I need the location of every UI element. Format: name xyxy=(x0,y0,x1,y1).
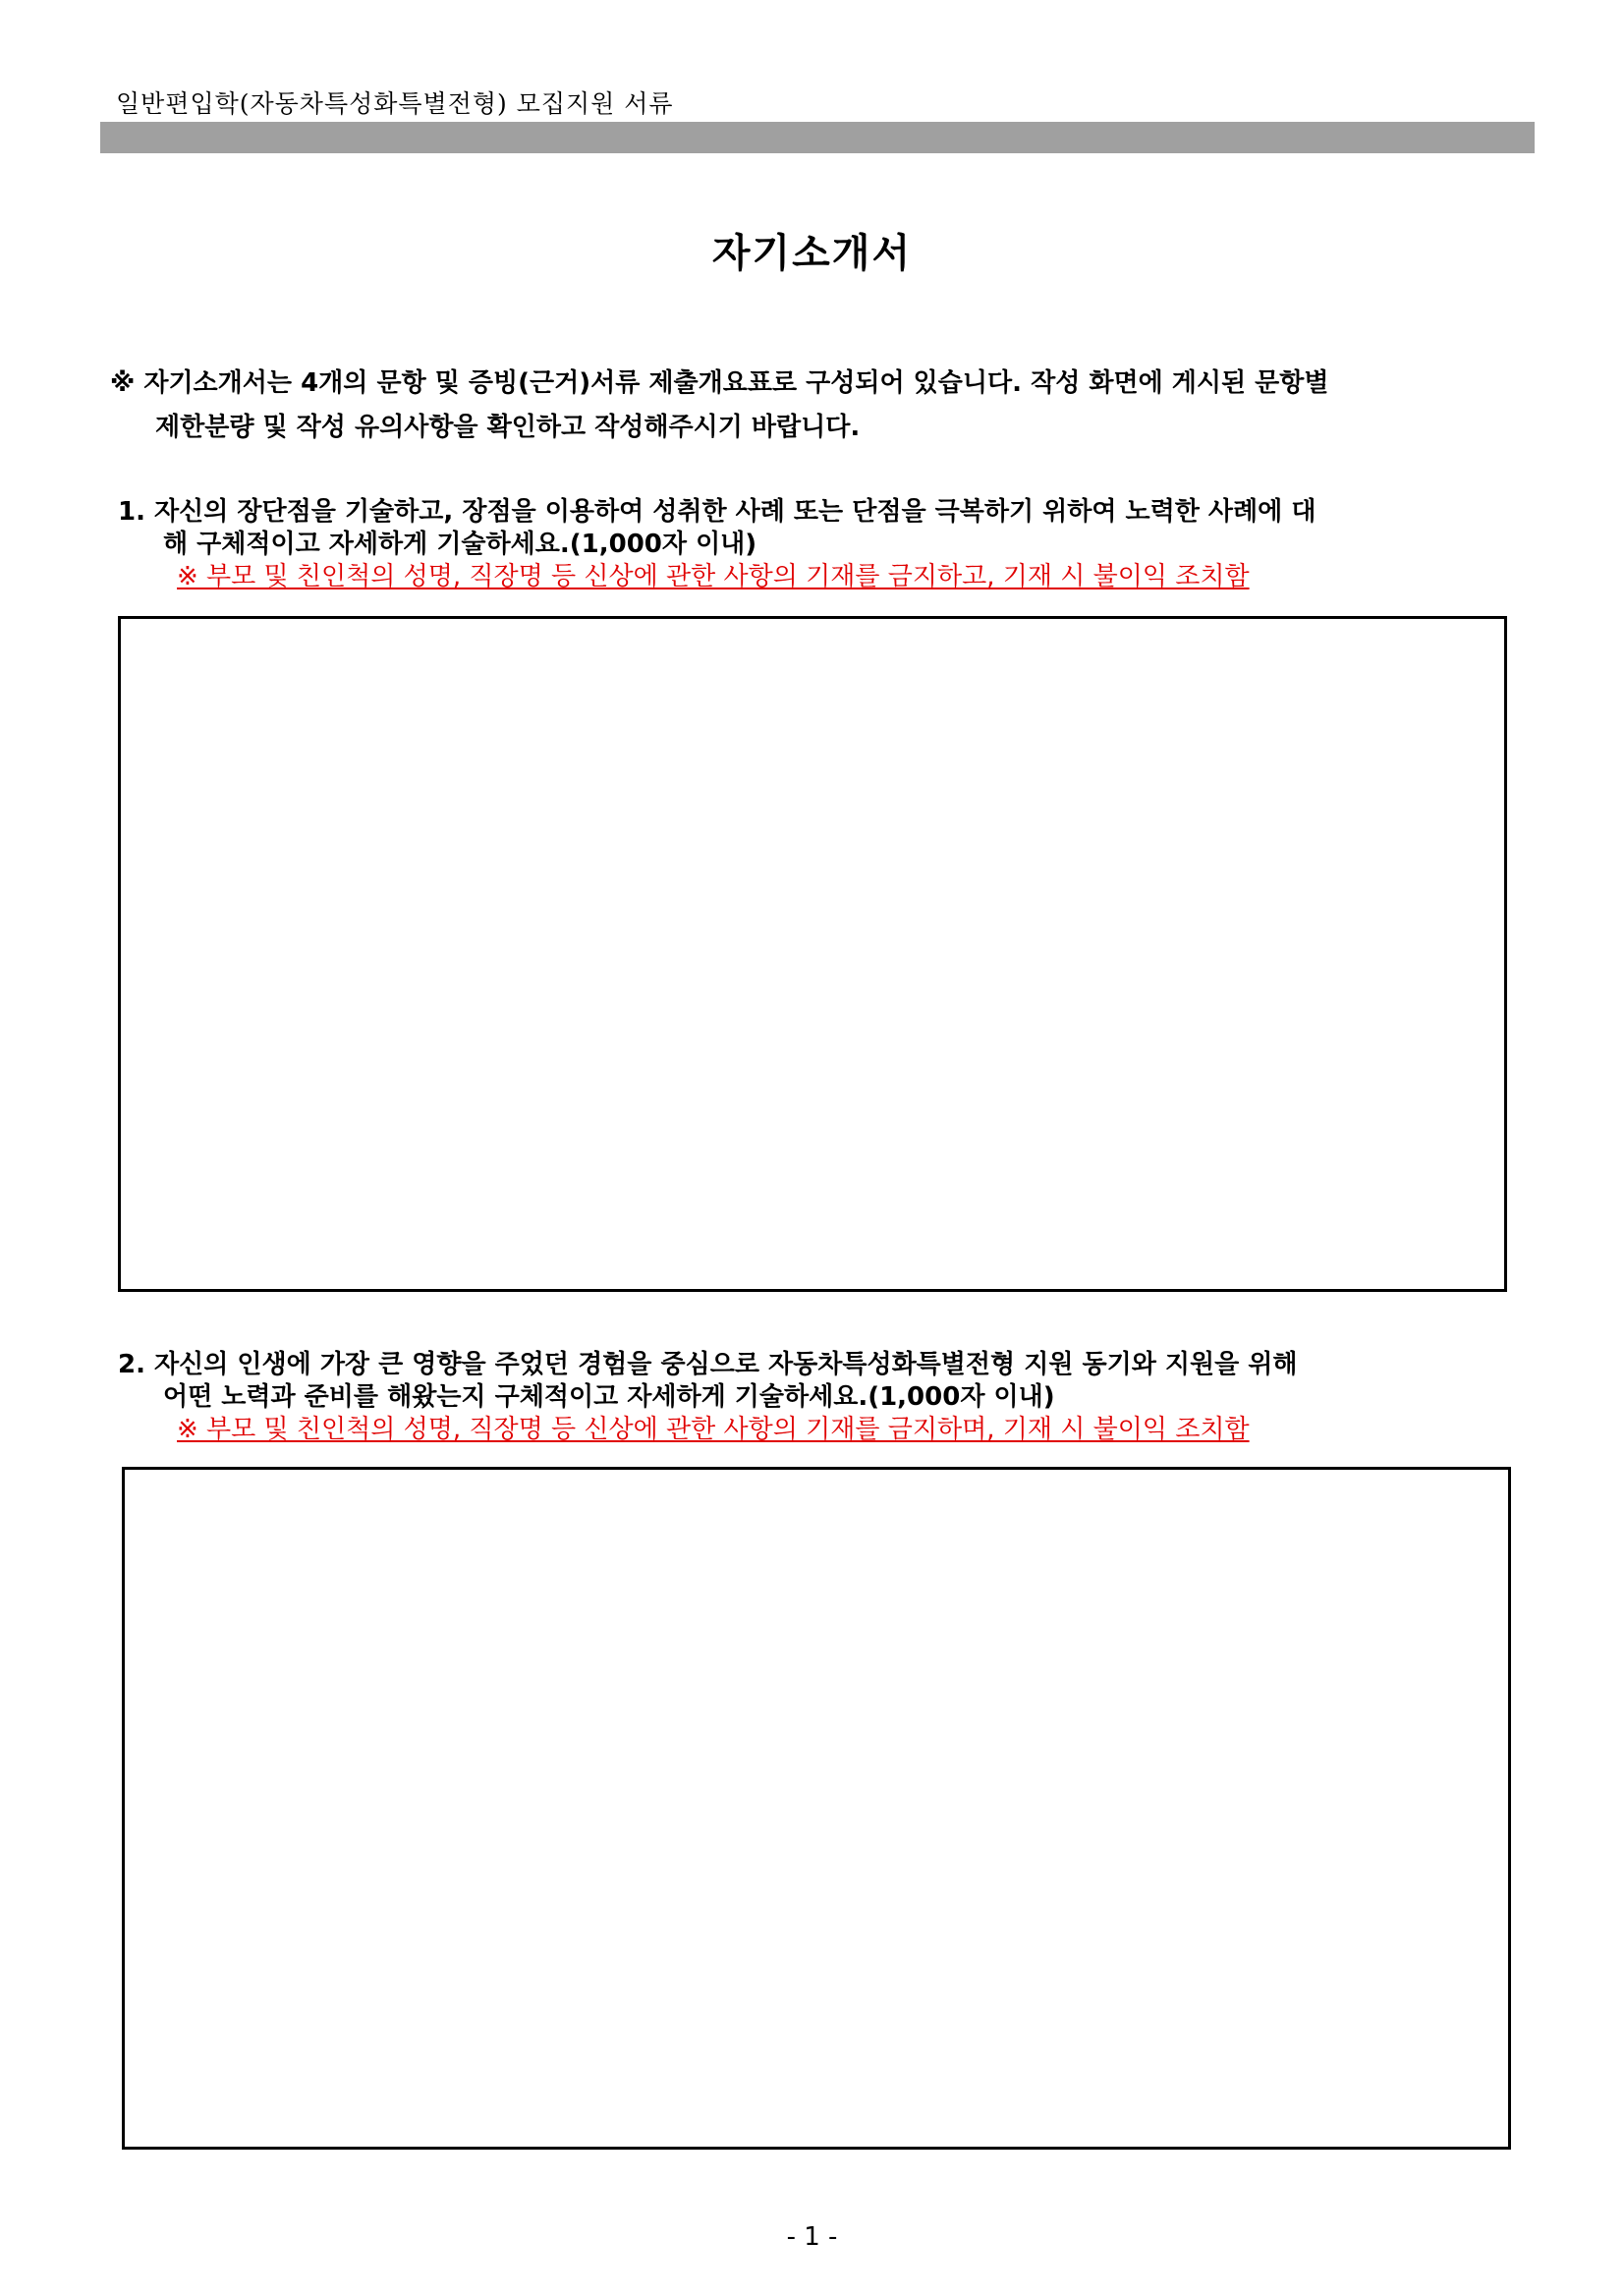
notice-line: 제한분량 및 작성 유의사항을 확인하고 작성해주시기 바랍니다. xyxy=(155,413,861,442)
question-1 xyxy=(118,496,1533,593)
question-2-text: 2. 자신의 인생에 가장 큰 영향을 주었던 경험을 중심으로 자동차특성화특별전형 지원 동기와 지원을 위해 xyxy=(118,1350,1298,1379)
notice-line: ※ 자기소개서는 4개의 문항 및 증빙(근거)서류 제출개요표로 구성되어 있습니다. 작성 화면에 게시된 문항별 xyxy=(110,368,1329,398)
header-bar xyxy=(100,122,1535,153)
document-header-label: 일반편입학(자동차특성화특별전형) 모집지원 서류 xyxy=(116,89,674,118)
question-1-text-continued: 해 구체적이고 자세하게 기술하세요.(1,000자 이내) xyxy=(163,530,757,559)
question-2-warning: ※ 부모 및 친인척의 성명, 직장명 등 신상에 관한 사항의 기재를 금지하며, 기재 시 불이익 조치함 xyxy=(177,1415,1250,1444)
question-1-warning: ※ 부모 및 친인척의 성명, 직장명 등 신상에 관한 사항의 기재를 금지하고, 기재 시 불이익 조치함 xyxy=(177,562,1250,591)
question-2-text-continued: 어떤 노력과 준비를 해왔는지 구체적이고 자세하게 기술하세요.(1,000자 이내) xyxy=(163,1382,1055,1412)
notice-paragraph xyxy=(110,362,1525,450)
question-1-text: 1. 자신의 장단점을 기술하고, 장점을 이용하여 성취한 사례 또는 단점을 극복하기 위하여 노력한 사례에 대 xyxy=(118,497,1316,527)
question-2 xyxy=(118,1349,1533,1446)
answer-box-2[interactable] xyxy=(122,1467,1511,2150)
page-number: - 1 - xyxy=(786,2222,838,2252)
document-title: 자기소개서 xyxy=(711,231,913,276)
answer-box-1[interactable] xyxy=(118,616,1507,1292)
